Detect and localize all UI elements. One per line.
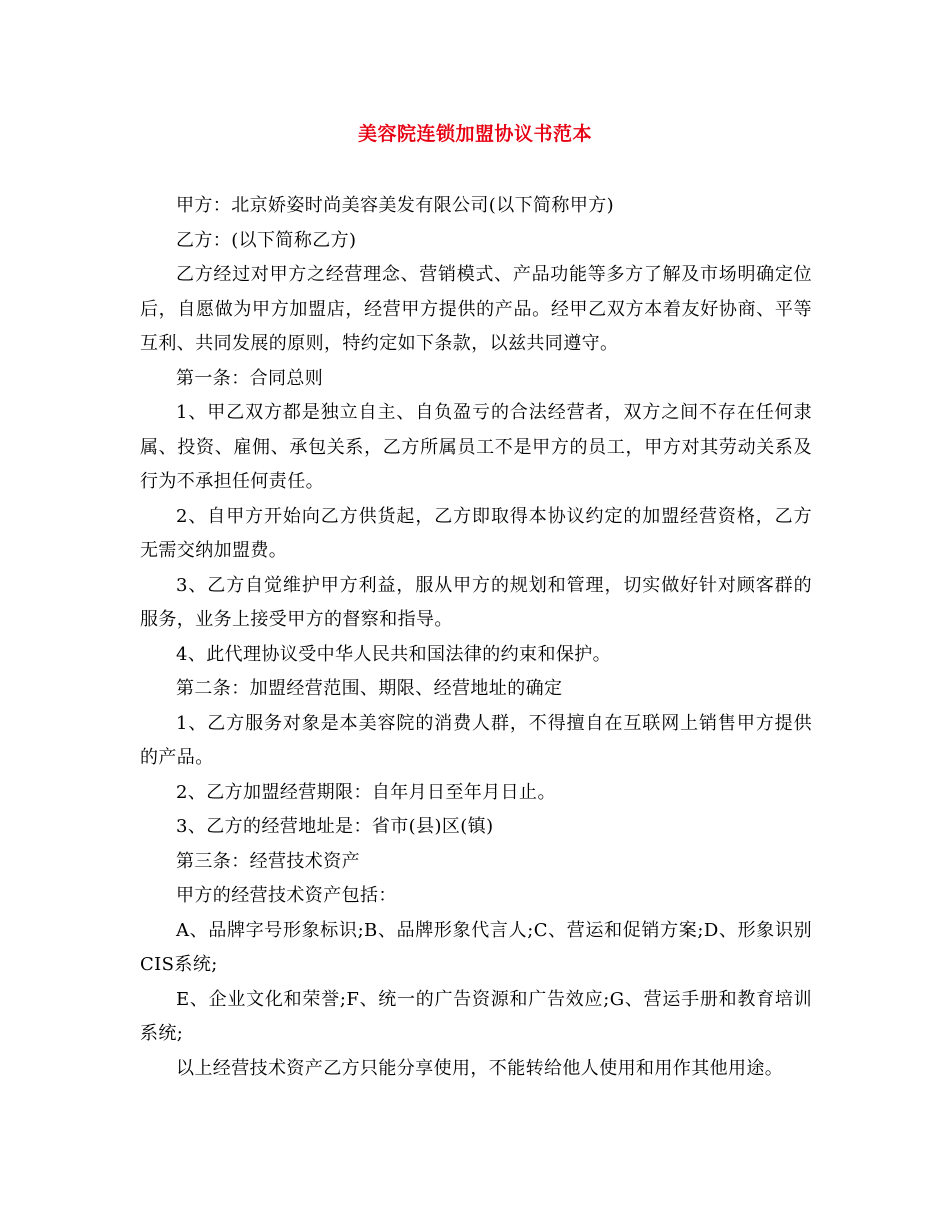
party-a-line: 甲方：北京娇姿时尚美容美发有限公司(以下简称甲方): [176, 195, 615, 216]
article-2-heading: 第二条：加盟经营范围、期限、经营地址的确定: [176, 678, 563, 699]
document-body: [140, 189, 812, 1086]
article-2-clause-1: 1、乙方服务对象是本美容院的消费人群，不得擅自在互联网上销售甲方提供的产品。: [140, 712, 812, 768]
article-2-clause-2: 2、乙方加盟经营期限：自年月日至年月日止。: [176, 781, 556, 803]
article-3-heading: 第三条：经营技术资产: [176, 850, 360, 872]
document-title: 美容院连锁加盟协议书范本: [357, 123, 592, 145]
article-3-assets-list-1: A、品牌字号形象标识;B、品牌形象代言人;C、营运和促销方案;D、形象识别CIS系统;: [140, 919, 812, 975]
article-1-clause-4: 4、此代理协议受中华人民共和国法律的约束和保护。: [176, 643, 612, 665]
article-2-clause-3: 3、乙方的经营地址是：省市(县)区(镇): [176, 816, 494, 837]
article-1-clause-3: 3、乙方自觉维护甲方利益，服从甲方的规划和管理，切实做好针对顾客群的服务，业务上接受甲方的督察和指导。: [140, 574, 812, 630]
article-1-clause-1: 1、甲乙双方都是独立自主、自负盈亏的合法经营者，双方之间不存在任何隶属、投资、雇佣、承包关系，乙方所属员工不是甲方的员工，甲方对其劳动关系及行为不承担任何责任。: [140, 402, 812, 492]
article-1-heading: 第一条：合同总则: [176, 367, 324, 389]
preamble-paragraph: 乙方经过对甲方之经营理念、营销模式、产品功能等多方了解及市场明确定位后，自愿做为甲方加盟店，经营甲方提供的产品。经甲乙双方本着友好协商、平等互利、共同发展的原则，特约定如下条款，以兹共同遵守。: [140, 264, 812, 354]
article-3-assets-list-2: E、企业文化和荣誉;F、统一的广告资源和广告效应;G、营运手册和教育培训系统;: [140, 988, 812, 1044]
article-1-clause-2: 2、自甲方开始向乙方供货起，乙方即取得本协议约定的加盟经营资格，乙方无需交纳加盟费。: [140, 505, 812, 561]
article-3-intro: 甲方的经营技术资产包括：: [176, 885, 397, 906]
article-3-usage-restriction: 以上经营技术资产乙方只能分享使用，不能转给他人使用和用作其他用途。: [176, 1057, 784, 1079]
party-b-line: 乙方：(以下简称乙方): [176, 229, 357, 251]
